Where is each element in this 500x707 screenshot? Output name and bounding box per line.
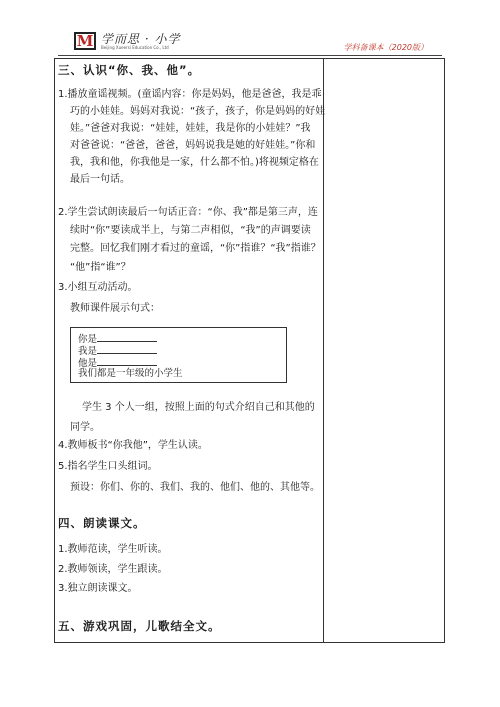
logo-icon: M (74, 32, 96, 50)
s4-item2: 2.教师领读，学生跟读。 (58, 564, 168, 575)
blank-line (97, 332, 157, 342)
blank-line (97, 356, 157, 366)
item1-line5: 我，我和他，你我他是一家，什么都不怕。)将视频定格在 (70, 157, 319, 168)
section-heading-4: 四、朗读课文。 (58, 516, 146, 530)
item1-line3: 娃。”爸爸对我说：“娃娃，娃娃，我是你的小娃娃？”我 (70, 123, 311, 134)
item2-line2: 续时“你”要读成半上，与第二声相似，“我”的声调要读 (70, 225, 311, 236)
item2-line4: “他”指“谁”？ (70, 262, 131, 273)
item1-line1: 1.播放童谣视频。(童谣内容：你是妈妈，他是爸爸，我是乖 (58, 89, 322, 100)
page-header (0, 0, 500, 58)
preview-line: 预设：你们、你的、我们、我的、他们、他的、其他等。 (70, 482, 320, 493)
sentence-pattern-box (70, 327, 287, 383)
s4-item1: 1.教师范读，学生听读。 (58, 544, 168, 555)
item1-line2: 巧的小娃娃。妈妈对我说：“孩子，孩子，你是妈妈的好娃 (70, 106, 326, 117)
group-line1: 学生 3 个人一组，按照上面的句式介绍自己和其他的 (82, 402, 315, 413)
pattern-we: 我们都是一年级的小学生 (78, 368, 183, 379)
header-subject-label: 学科备课本（2020版） (343, 43, 428, 52)
item1-line4: 对爸爸说：“爸爸，爸爸，妈妈说我是她的好娃娃。”你和 (70, 140, 316, 151)
pattern-you: 你是 (78, 334, 98, 345)
section-heading-3: 三、认识“你、我、他”。 (58, 63, 201, 77)
group-line2: 同学。 (70, 422, 100, 433)
blank-line (97, 344, 157, 354)
section-heading-5: 五、游戏巩固，儿歌结全文。 (58, 619, 221, 633)
item5: 5.指名学生口头组词。 (58, 461, 158, 472)
lesson-table (54, 58, 445, 643)
logo-tagline: Beijing Xueersi Education Co., Ltd (101, 45, 169, 50)
item3-sub: 教师课件展示句式： (70, 303, 160, 314)
logo-name: 学而思 · 小学 (101, 32, 181, 46)
item3: 3.小组互动活动。 (58, 282, 138, 293)
item2-line1: 2.学生尝试朗读最后一句话正音：“你、我”都是第三声，连 (58, 207, 318, 218)
item2-line3: 完整。回忆我们刚才看过的童谣，“你”指谁？“我”指谁？ (70, 243, 321, 254)
item1-line6: 最后一句话。 (70, 174, 130, 185)
item4: 4.教师板书“你我他”，学生认读。 (58, 440, 208, 451)
s4-item3: 3.独立朗读课文。 (58, 583, 138, 594)
pattern-him: 他是 (78, 358, 98, 369)
header-rule (58, 55, 442, 56)
pattern-me: 我是 (78, 346, 98, 357)
